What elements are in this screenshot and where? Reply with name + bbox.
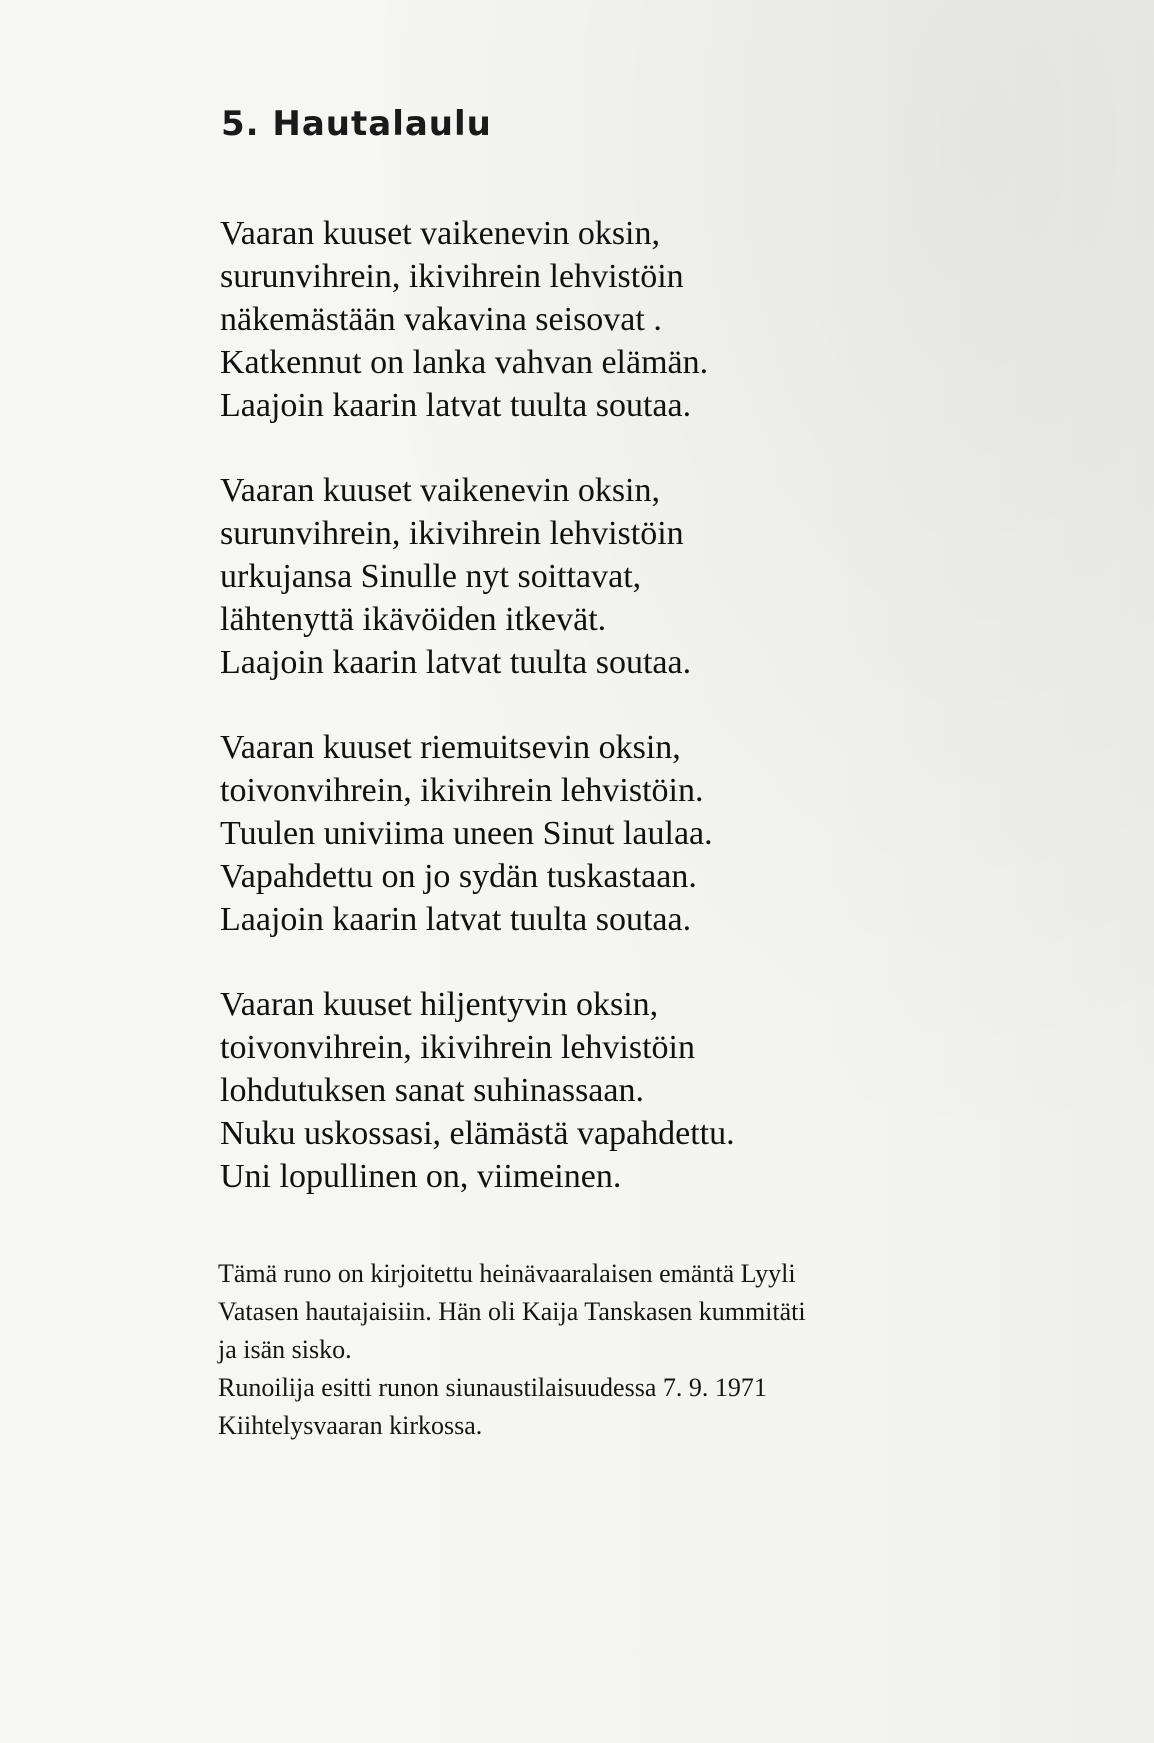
stanza-3 xyxy=(220,726,1040,941)
poem-line: Katkennut on lanka vahvan elämän. xyxy=(220,344,709,381)
poem-line: Tuulen univiima uneen Sinut laulaa. xyxy=(220,815,713,852)
poem-line: Laajoin kaarin latvat tuulta soutaa. xyxy=(220,644,692,681)
poem-line: Vaaran kuuset vaikenevin oksin, xyxy=(220,215,660,252)
poem-line: lohdutuksen sanat suhinassaan. xyxy=(220,1072,644,1109)
poem-body xyxy=(220,212,1040,1240)
poem-line: Laajoin kaarin latvat tuulta soutaa. xyxy=(220,901,692,938)
stanza-1 xyxy=(220,212,1040,427)
stanza-2 xyxy=(220,469,1040,684)
footnote-line: Kiihtelysvaaran kirkossa. xyxy=(218,1411,483,1440)
poem-line: Vapahdettu on jo sydän tuskastaan. xyxy=(220,858,697,895)
poem-line: toivonvihrein, ikivihrein lehvistöin. xyxy=(220,772,704,809)
poem-line: Nuku uskossasi, elämästä vapahdettu. xyxy=(220,1115,735,1152)
poem-line: surunvihrein, ikivihrein lehvistöin xyxy=(220,258,684,295)
poem-line: Vaaran kuuset vaikenevin oksin, xyxy=(220,472,660,509)
poem-line: Vaaran kuuset riemuitsevin oksin, xyxy=(220,729,681,766)
footnote-line: Vatasen hautajaisiin. Hän oli Kaija Tanskasen kummitäti xyxy=(218,1297,806,1326)
poem-line: urkujansa Sinulle nyt soittavat, xyxy=(220,558,642,595)
footnote-line: ja isän sisko. xyxy=(218,1335,352,1364)
poem-line: toivonvihrein, ikivihrein lehvistöin xyxy=(220,1029,696,1066)
poem-line: surunvihrein, ikivihrein lehvistöin xyxy=(220,515,684,552)
poem-line: Laajoin kaarin latvat tuulta soutaa. xyxy=(220,387,692,424)
footnote-line: Tämä runo on kirjoitettu heinävaaralaisen emäntä Lyyli xyxy=(218,1259,796,1288)
poem-line: näkemästään vakavina seisovat . xyxy=(220,301,662,338)
footnote xyxy=(218,1255,1078,1445)
poem-line: lähtenyttä ikävöiden itkevät. xyxy=(220,601,607,638)
footnote-line: Runoilija esitti runon siunaustilaisuudessa 7. 9. 1971 xyxy=(218,1373,767,1402)
stanza-4 xyxy=(220,983,1040,1198)
poem-line: Vaaran kuuset hiljentyvin oksin, xyxy=(220,986,659,1023)
poem-title: 5. Hautalaulu xyxy=(221,104,492,144)
poem-line: Uni lopullinen on, viimeinen. xyxy=(220,1158,622,1195)
